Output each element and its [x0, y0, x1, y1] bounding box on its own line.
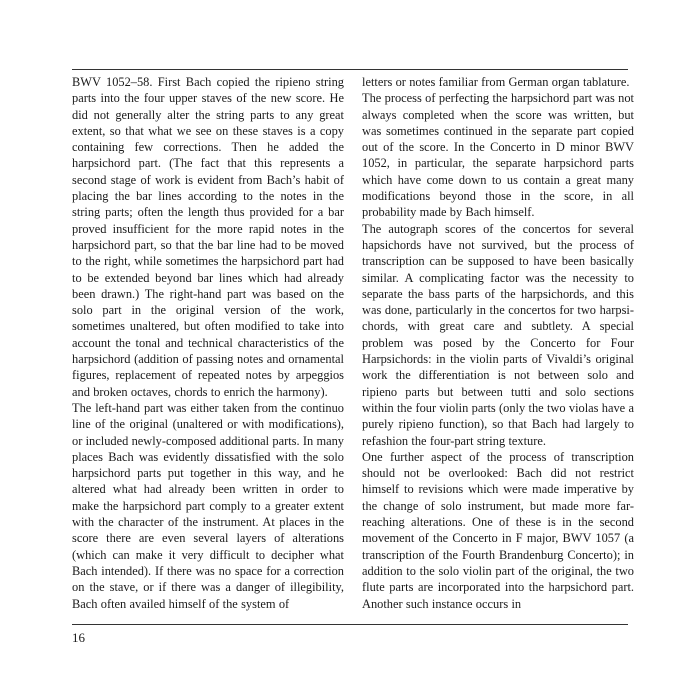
- paragraph: letters or notes familiar from German organ tablature.: [362, 75, 630, 89]
- left-column: [72, 74, 344, 612]
- paragraph: One further aspect of the process of transcription should not be overlooked: Bach did not restrict himself to revisions which were made imperative by the change of solo instrument, but made more far-reaching alterations. One of these is in the second movement of the Concerto in F major, BWV 1057 (a transcription of the Fourth Brandenburg Concerto); in addition to the solo violin part of the original, the two flute parts are incorporated into the harpsichord part. Another such instance occurs in: [362, 449, 634, 611]
- paragraph: The process of perfecting the harpsichord part was not always completed when the score was written, but was sometimes continued in the separate part copied out of the score. In the Concerto in D minor BWV 1052, in particular, the separate harpsichord parts which have come down to us contain a great many modifications beyond those in the score, in all probability made by Bach himself.: [362, 91, 634, 220]
- paragraph: The left-hand part was either taken from the continuo line of the original (unaltered or with modifications), or included newly-composed additional parts. In many places Bach was evidently dissatisfied with the solo harpsichord parts put together in this way, and he altered what had already been written in order to make the harpsichord part comply to a greater extent with the character of the instrument. At places in the score there are even several layers of alterations (which can make it very difficult to decipher what Bach intended). If there was no space for a correction on the stave, or if there was a danger of illegibility, Bach often availed himself of the system of: [72, 400, 345, 611]
- paragraph: BWV 1052–58. First Bach copied the ripieno string parts into the four upper staves of the new score. He did not generally alter the string parts to any great extent, so that what we see on these staves is a copy containing few corrections. Then he added the harpsichord part. (The fact that this represents a second stage of work is evident from Bach’s habit of placing the bar lines according to the notes in the string parts; often the length thus provided for a bar proved insufficient for the more rapid notes in the harpsichord part, so that the bar line had to be moved to the right, while sometimes the harpsichord part had to be extended beyond bar lines which had already been drawn.) The right-hand part was based on the solo part in the original version of the work, sometimes unaltered, but often modified to take into account the tonal and technical characteristics of the harpsichord (addition of passing notes and ornamental figures, replacement of repeated notes by arpeggios and broken octaves, chords to enrich the harmony).: [72, 75, 344, 399]
- top-rule: [72, 69, 628, 70]
- right-column: [362, 74, 634, 612]
- page-number: 16: [72, 630, 85, 645]
- bottom-rule: [72, 624, 628, 625]
- paragraph: The autograph scores of the concertos for several hapsichords have not survived, but the process of transcription can be supposed to have been basically similar. A complicating factor was the necessity to separate the bass parts of the harpsichords, and this was done, particularly in the concertos for two harpsichords, with great care and subtlety. A special problem was posed by the Concerto for Four Harpsichords: in the violin parts of Vivaldi’s original work the differentiation is not between solo and ripieno parts but between tutti and solo sections within the four violin parts (only the two violas have a purely ripieno function), so that Bach had largely to refashion the four-part string texture.: [362, 221, 634, 448]
